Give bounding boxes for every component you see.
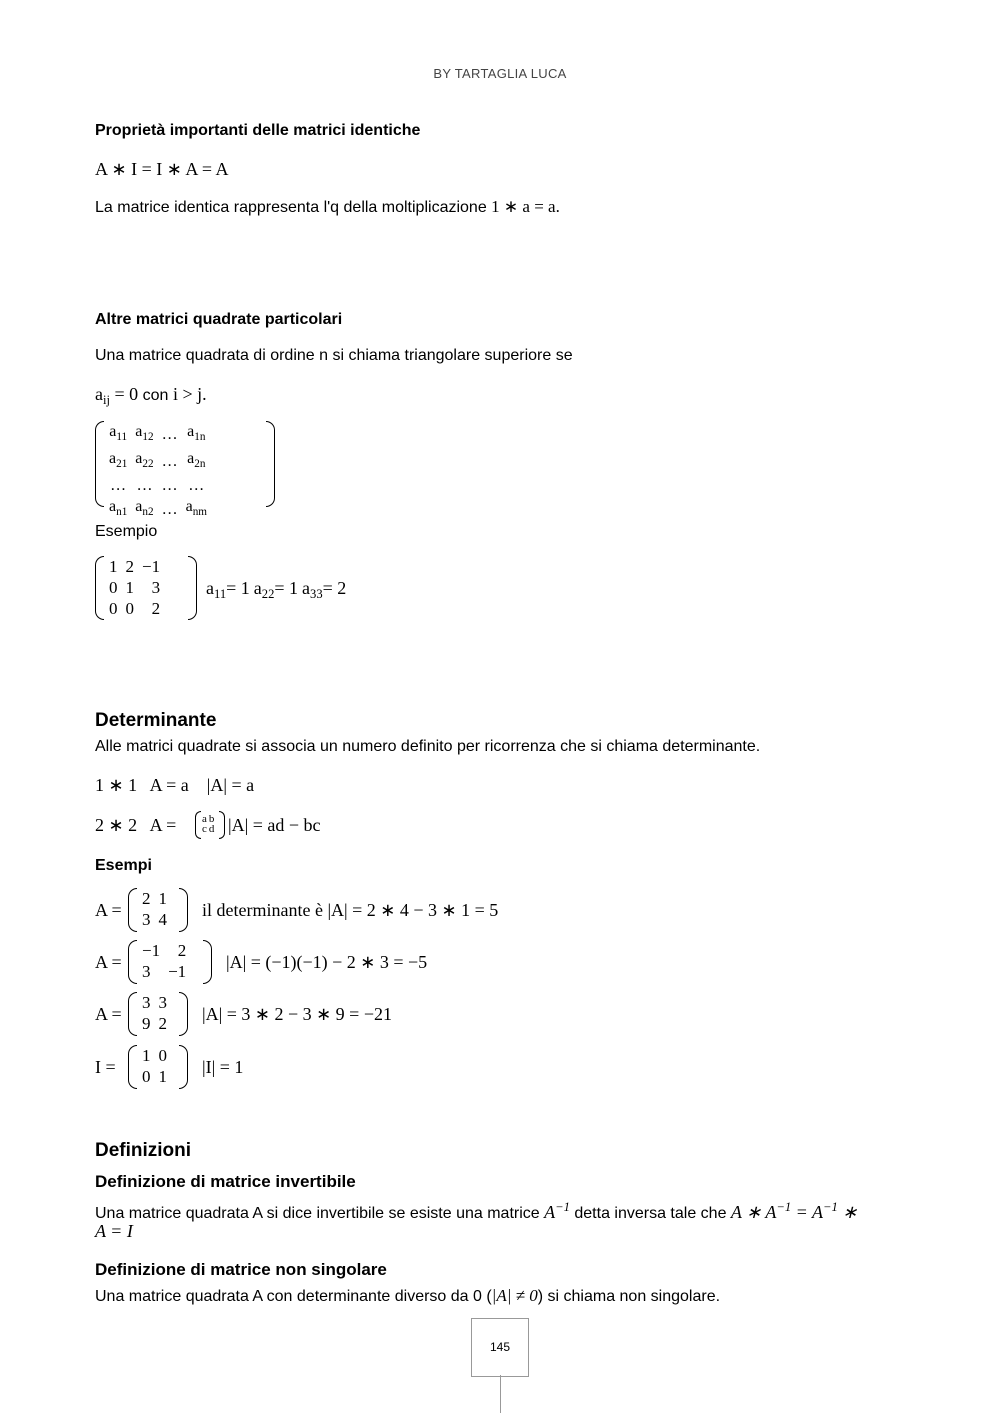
matrix-cell: … xyxy=(110,477,127,494)
matrix-cell: 1 xyxy=(142,1046,151,1065)
identity-text-body: La matrice identica rappresenta l'q della moltiplicazione xyxy=(95,199,487,216)
matrix-row xyxy=(105,598,164,619)
example-result: |A| = 3 ∗ 2 − 3 ∗ 9 = −21 xyxy=(202,1004,392,1024)
determinant-2x2-prefix: 2 ∗ 2 A = xyxy=(95,815,177,835)
matrix-row xyxy=(138,888,171,909)
matrix-cell: c xyxy=(202,823,207,835)
matrix-row xyxy=(105,577,164,598)
example-lhs: A = xyxy=(95,952,122,972)
matrix-row xyxy=(138,1013,171,1034)
example-matrix-grid xyxy=(138,940,190,982)
matrix-row xyxy=(201,824,215,834)
triangular-example-matrix xyxy=(95,556,197,620)
left-paren xyxy=(95,421,104,507)
right-paren xyxy=(219,811,225,839)
cond-con: con xyxy=(142,387,169,404)
identity-formula: A ∗ I = I ∗ A = A xyxy=(95,159,229,179)
invertible-text-line1 xyxy=(95,1197,857,1224)
matrix-row xyxy=(138,1066,171,1087)
matrix-row xyxy=(105,421,211,448)
right-paren xyxy=(266,421,275,507)
matrix-cell: $a_{11}$ xyxy=(109,423,128,443)
examples-heading: Esempi xyxy=(95,857,152,874)
identity-text-formula: 1 ∗ a = a. xyxy=(491,197,560,216)
inv-text-2: detta inversa tale che xyxy=(574,1205,727,1222)
matrix-row xyxy=(138,961,190,982)
determinant-2x2-result: |A| = ad − bc xyxy=(228,815,321,835)
matrix-cell: 1 xyxy=(158,1067,167,1086)
left-paren xyxy=(128,992,137,1036)
matrix-cell: … xyxy=(188,477,205,494)
diagonal-entry: $a_{33}= 2$ xyxy=(302,578,347,601)
page-number: 145 xyxy=(489,1340,511,1354)
matrix-cell: 4 xyxy=(158,910,167,929)
matrix-row xyxy=(138,940,190,961)
example-result: |A| = (−1)(−1) − 2 ∗ 3 = −5 xyxy=(226,952,428,972)
matrix-row xyxy=(138,992,171,1013)
example-result: il determinante è |A| = 2 ∗ 4 − 3 ∗ 1 = 5 xyxy=(202,900,499,920)
inv-formula-2: A ∗ $A^{-1} = A^{-1}$ ∗ xyxy=(730,1200,858,1222)
matrix-cell: 2 xyxy=(125,557,134,576)
left-paren xyxy=(95,556,104,620)
left-paren xyxy=(128,1045,137,1089)
invertible-text-line2: A = I xyxy=(95,1221,133,1241)
example-matrix xyxy=(128,940,212,984)
matrix-cell: 2 xyxy=(177,941,187,960)
matrix-cell: $a_{1n}$ xyxy=(187,423,206,443)
determinant-text: Alle matrici quadrate si associa un numero definito per ricorrenza che si chiama determinante. xyxy=(95,738,761,755)
triangular-general-matrix xyxy=(95,421,275,518)
matrix-cell: −1 xyxy=(142,557,161,576)
matrix-cell: $a_{22}$ xyxy=(135,450,154,470)
triangular-condition xyxy=(95,383,207,411)
matrix-cell: 1 xyxy=(109,557,118,576)
matrix-cell: 0 xyxy=(125,599,134,618)
left-paren xyxy=(128,940,137,984)
matrix-cell: 1 xyxy=(125,578,134,597)
nonsing-formula: |A| ≠ 0 xyxy=(491,1286,538,1305)
matrix-cell: 3 xyxy=(151,578,161,597)
example-lhs: A = xyxy=(95,900,122,920)
nonsingular-heading: Definizione di matrice non singolare xyxy=(95,1260,387,1279)
diagonal-entry: $a_{22}= 1$ xyxy=(253,578,299,601)
matrix-cell: $a_{21}$ xyxy=(109,450,128,470)
page-number-box xyxy=(471,1318,529,1377)
matrix-cell: … xyxy=(136,477,153,494)
diagonal-entry: $a_{11}= 1$ xyxy=(206,578,250,601)
determinant-heading: Determinante xyxy=(95,710,217,731)
matrix-cell: $a_{n2}$ xyxy=(135,498,154,518)
example-lhs: I = xyxy=(95,1057,116,1077)
matrix-cell: $a_{2n}$ xyxy=(187,450,206,470)
triangular-matrix-grid xyxy=(105,421,211,523)
right-paren xyxy=(203,940,212,984)
matrix-row xyxy=(138,1045,171,1066)
matrix-cell: $a_{nm}$ xyxy=(185,498,207,518)
cond-eq: = 0 xyxy=(114,384,139,404)
matrix-cell: 2 xyxy=(151,599,161,618)
triangular-text: Una matrice quadrata di ordine n si chiama triangolare superiore se xyxy=(95,347,573,364)
determinant-1x1: 1 ∗ 1 A = a |A| = a xyxy=(95,775,255,795)
matrix-cell: a xyxy=(202,813,207,825)
matrix-cell: … xyxy=(161,426,178,443)
matrix-cell: 9 xyxy=(142,1014,151,1033)
matrix-cell: −1 xyxy=(142,941,161,960)
identity-text xyxy=(95,196,560,218)
matrix-row xyxy=(105,475,211,496)
matrix-cell: 2 xyxy=(158,1014,167,1033)
matrix-cell: −1 xyxy=(168,962,187,981)
invertible-heading: Definizione di matrice invertibile xyxy=(95,1172,356,1191)
triangular-heading: Altre matrici quadrate particolari xyxy=(95,311,343,328)
cond-sub: ij xyxy=(103,393,110,407)
example-matrix xyxy=(128,1045,188,1089)
nonsing-text-2: ) si chiama non singolare. xyxy=(537,1288,721,1305)
right-paren xyxy=(179,1045,188,1089)
matrix-cell: 0 xyxy=(158,1046,167,1065)
example-matrix xyxy=(128,992,188,1036)
header-author: BY TARTAGLIA LUCA xyxy=(433,66,567,81)
example-matrix-grid xyxy=(138,888,171,930)
nonsing-text-1: Una matrice quadrata A con determinante diverso da 0 ( xyxy=(95,1288,492,1305)
right-paren xyxy=(179,888,188,932)
matrix-cell: … xyxy=(161,453,178,470)
right-paren xyxy=(179,992,188,1036)
matrix-cell: 3 xyxy=(142,993,151,1012)
matrix-cell: 2 xyxy=(142,889,151,908)
nonsingular-text xyxy=(95,1286,720,1307)
matrix-cell: 3 xyxy=(142,910,151,929)
matrix-cell: … xyxy=(161,501,178,518)
identity-heading: Proprietà importanti delle matrici identiche xyxy=(95,122,421,139)
matrix-cell: b xyxy=(208,813,215,825)
matrix-row xyxy=(105,448,211,475)
example-lhs: A = xyxy=(95,1004,122,1024)
inv-text-1: Una matrice quadrata A si dice invertibile se esiste una matrice xyxy=(95,1205,540,1222)
definitions-heading: Definizioni xyxy=(95,1140,192,1161)
matrix-cell: 3 xyxy=(158,993,167,1012)
page-number-line xyxy=(500,1375,501,1413)
example-diagonal xyxy=(206,577,350,605)
matrix-row xyxy=(105,556,164,577)
example-matrix-grid xyxy=(138,992,171,1034)
example-matrix xyxy=(128,888,188,932)
example-result: |I| = 1 xyxy=(202,1057,244,1077)
inv-formula-1: $A^{-1}$ xyxy=(544,1200,570,1222)
example-matrix-grid xyxy=(138,1045,171,1087)
matrix-cell: $a_{12}$ xyxy=(135,423,154,443)
example-matrix-grid xyxy=(105,556,164,619)
cond-a: a xyxy=(95,384,103,404)
matrix-cell: 0 xyxy=(109,599,118,618)
matrix-row xyxy=(138,909,171,930)
left-paren xyxy=(128,888,137,932)
matrix-cell: … xyxy=(161,477,178,494)
matrix-cell: 3 xyxy=(142,962,151,981)
matrix-cell: d xyxy=(208,823,215,835)
matrix-cell: 0 xyxy=(142,1067,151,1086)
matrix-row xyxy=(105,496,211,523)
right-paren xyxy=(188,556,197,620)
determinant-2x2-matrix xyxy=(195,811,225,839)
matrix-cell: 0 xyxy=(109,578,118,597)
matrix-2x2-grid xyxy=(201,814,215,834)
cond-rest: i > j. xyxy=(172,384,207,404)
example-label: Esempio xyxy=(95,523,158,540)
matrix-cell: 1 xyxy=(158,889,167,908)
matrix-cell: $a_{n1}$ xyxy=(109,498,128,518)
page-header xyxy=(0,66,1000,81)
